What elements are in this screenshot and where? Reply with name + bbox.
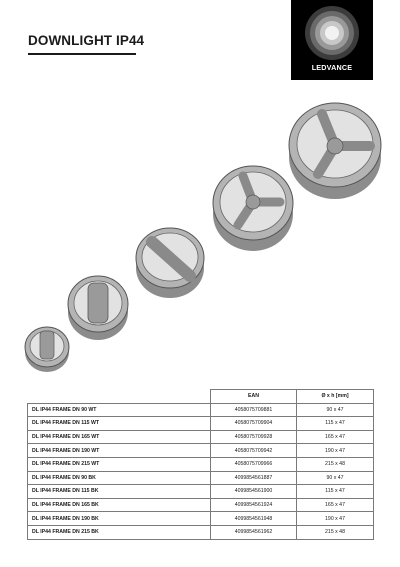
product-name: DL IP44 FRAME DN 215 WT: [28, 457, 211, 471]
header-dimensions: Ø x h [mm]: [297, 390, 374, 404]
ledvance-logo: [291, 0, 373, 80]
product-name: DL IP44 FRAME DN 165 BK: [28, 498, 211, 512]
table-row: [28, 444, 374, 458]
product-ean: 4058075709928: [211, 430, 297, 444]
table-header-row: [28, 390, 374, 404]
product-dimensions: 215 x 48: [297, 525, 374, 539]
product-dimensions: 165 x 47: [297, 430, 374, 444]
product-ean: 4058075709904: [211, 417, 297, 431]
frame-dn190-drawing: [213, 166, 293, 251]
table-row: [28, 471, 374, 485]
title-underline: [28, 53, 136, 55]
product-ean: 4099854561924: [211, 498, 297, 512]
product-ean: 4099854561900: [211, 485, 297, 499]
product-name: DL IP44 FRAME DN 215 BK: [28, 525, 211, 539]
product-name: DL IP44 FRAME DN 90 BK: [28, 471, 211, 485]
product-ean: 4099854561962: [211, 525, 297, 539]
product-dimensions: 215 x 48: [297, 457, 374, 471]
table-row: [28, 485, 374, 499]
table-row: [28, 430, 374, 444]
product-name: DL IP44 FRAME DN 90 WT: [28, 403, 211, 417]
frame-dn215-drawing: [289, 103, 381, 199]
product-dimensions: 115 x 47: [297, 485, 374, 499]
product-name: DL IP44 FRAME DN 115 BK: [28, 485, 211, 499]
product-ean: 4058075709966: [211, 457, 297, 471]
table-row: [28, 498, 374, 512]
frame-dn90-drawing: [25, 327, 69, 372]
table-row: [28, 403, 374, 417]
header-ean: EAN: [211, 390, 297, 404]
frames-illustration: [0, 90, 400, 380]
frame-dn115-drawing: [68, 276, 128, 340]
product-dimensions: 190 x 47: [297, 444, 374, 458]
header-product: [28, 390, 211, 404]
table-row: [28, 457, 374, 471]
product-ean: 4099854561948: [211, 512, 297, 526]
product-name: DL IP44 FRAME DN 115 WT: [28, 417, 211, 431]
product-name: DL IP44 FRAME DN 165 WT: [28, 430, 211, 444]
table-row: [28, 512, 374, 526]
logo-text: LEDVANCE: [311, 63, 353, 72]
table-row: [28, 417, 374, 431]
table-row: [28, 525, 374, 539]
product-ean: 4099854561887: [211, 471, 297, 485]
product-ean: 4058075709942: [211, 444, 297, 458]
product-dimensions: 90 x 47: [297, 403, 374, 417]
product-name: DL IP44 FRAME DN 190 BK: [28, 512, 211, 526]
product-name: DL IP44 FRAME DN 190 WT: [28, 444, 211, 458]
page-title: DOWNLIGHT IP44: [28, 33, 145, 48]
product-ean: 4058075709881: [211, 403, 297, 417]
product-dimensions: 165 x 47: [297, 498, 374, 512]
product-dimensions: 90 x 47: [297, 471, 374, 485]
product-dimensions: 190 x 47: [297, 512, 374, 526]
frame-dn165-drawing: [136, 228, 204, 298]
product-table: [27, 389, 374, 540]
product-dimensions: 115 x 47: [297, 417, 374, 431]
